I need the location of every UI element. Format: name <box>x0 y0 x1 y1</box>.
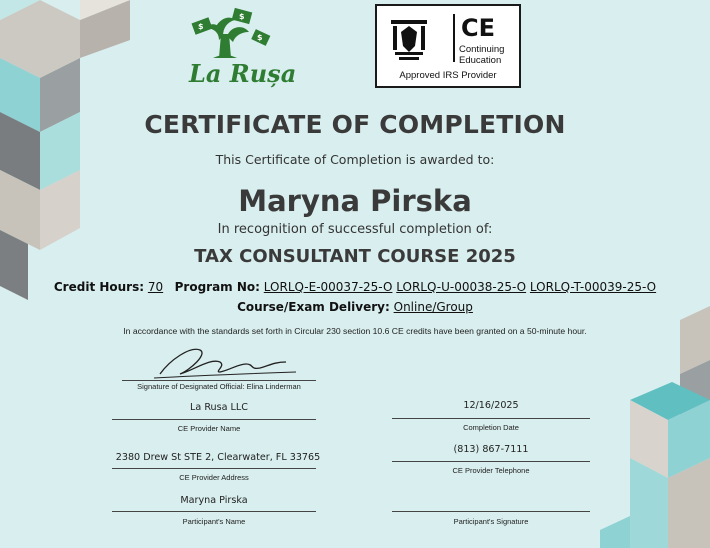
provider-phone-line <box>392 461 590 462</box>
completion-date-value: 12/16/2025 <box>463 400 519 411</box>
participant-signature-caption: Participant's Signature <box>453 517 529 526</box>
program-number-2: LORLQ-U-00038-25-O <box>396 280 527 294</box>
provider-name-caption: CE Provider Name <box>177 424 241 433</box>
completion-date-caption: Completion Date <box>463 423 519 432</box>
completion-date-line <box>392 418 590 419</box>
badge-approved-text: Approved IRS Provider <box>399 70 497 81</box>
credit-hours-label: Credit Hours: <box>53 280 145 294</box>
credit-hours-value: 70 <box>147 280 164 294</box>
badge-ce-text: CE <box>461 14 496 42</box>
badge-subtitle <box>459 44 504 66</box>
provider-address-value: 2380 Drew St STE 2, Clearwater, FL 33765 <box>115 452 321 463</box>
provider-address-caption: CE Provider Address <box>179 473 249 482</box>
credit-program-line <box>0 280 710 294</box>
recipient-name: Maryna Pirska <box>238 184 472 218</box>
delivery-value: Online/Group <box>393 300 473 314</box>
circular-230-statement: In accordance with the standards set forth in Circular 230 section 10.6 CE credits have been granted on a 50-minute hour. <box>123 326 587 336</box>
la-rusa-logo <box>183 6 303 90</box>
signature-caption: Signature of Designated Official: Elina Linderman <box>137 382 301 391</box>
program-no-label: Program No: <box>174 280 260 294</box>
participant-signature-line <box>392 511 590 512</box>
irs-approved-provider-badge <box>375 4 521 88</box>
provider-phone-value: (813) 867-7111 <box>453 444 529 455</box>
participant-name-value: Maryna Pirska <box>180 495 248 506</box>
svg-text:$: $ <box>239 12 245 21</box>
signature-scribble-icon <box>150 340 300 382</box>
course-name: TAX CONSULTANT COURSE 2025 <box>194 246 516 267</box>
certificate-title: CERTIFICATE OF COMPLETION <box>144 110 566 139</box>
badge-divider <box>453 14 455 62</box>
signature-line <box>122 380 316 381</box>
program-number-3: LORLQ-T-00039-25-O <box>529 280 657 294</box>
provider-name-value: La Rusa LLC <box>190 402 248 413</box>
participant-name-caption: Participant's Name <box>182 517 246 526</box>
badge-education: Education <box>459 55 502 66</box>
delivery-line <box>0 300 710 314</box>
badge-continuing: Continuing <box>459 44 505 55</box>
irs-eagle-seal-icon <box>389 16 429 62</box>
dollar-tree-logo-icon <box>183 6 303 90</box>
svg-text:$: $ <box>257 33 263 42</box>
awarded-text: This Certificate of Completion is awarded to: <box>215 152 495 167</box>
participant-name-line <box>112 511 316 512</box>
provider-phone-caption: CE Provider Telephone <box>452 466 530 475</box>
svg-text:$: $ <box>198 22 204 31</box>
logo-brand-text: La Rușa <box>189 59 297 88</box>
delivery-label: Course/Exam Delivery: <box>237 300 390 314</box>
recognition-text: In recognition of successful completion of: <box>217 222 493 237</box>
program-number-1: LORLQ-E-00037-25-O <box>263 280 393 294</box>
provider-name-line <box>112 419 316 420</box>
provider-address-line <box>112 468 316 469</box>
